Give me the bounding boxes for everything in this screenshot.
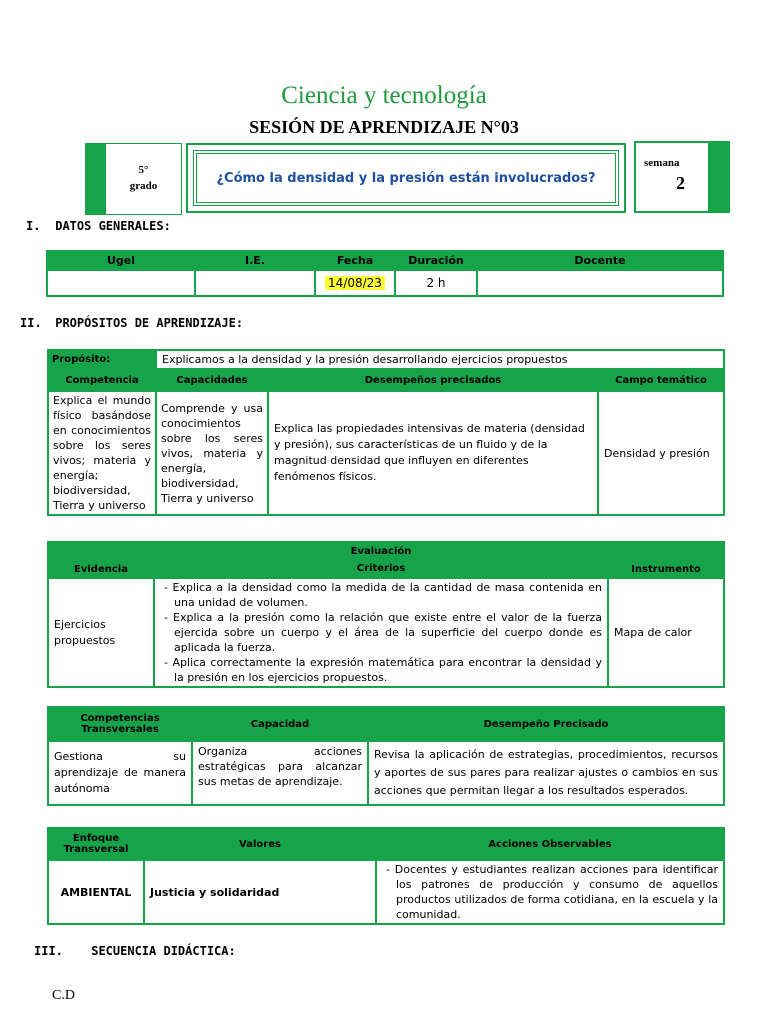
table-row [47,270,723,296]
week-box-right-bar [708,143,730,211]
table-row [48,391,724,515]
table-row [48,860,724,924]
transversales-table [47,706,725,806]
table-header-row [48,828,724,860]
week-number: 2 [676,173,685,193]
campo-value: Densidad y presión [598,391,724,515]
duracion-value: 2 h [395,270,477,296]
section-secuencia [34,944,236,958]
footer-text: C.D [52,988,75,1003]
table-header-row [48,369,724,391]
section-propositos [20,316,243,330]
table-row [48,578,724,687]
ie-value [195,270,315,296]
criterio-text: Aplica correctamente la expresión matemática para encontrar la densidad y la presión en los ejercicios propuestos. [172,656,602,684]
section-title: PROPÓSITOS DE APRENDIZAJE: [55,316,244,330]
enfoque-value: AMBIENTAL [48,860,144,924]
list-item: - Aplica correctamente la expresión matemática para encontrar la densidad y la presión en los ejercicios propuestos. [164,656,602,684]
section-datos-generales [26,219,171,233]
section-number: II. [20,316,42,330]
enfoque-table [47,827,725,925]
instrumento-value: Mapa de calor [608,578,724,687]
table-row [48,741,724,805]
acciones-list [382,862,718,922]
question-inner-border [193,150,619,206]
column-header: Capacidad [192,707,368,741]
column-header: Docente [477,251,723,270]
competencia-transversal-value: Gestiona su aprendizaje de manera autónoma [48,741,192,805]
fecha-cell [315,270,395,296]
week-label: semana [644,157,680,169]
desempenos-value: Explica las propiedades intensivas de materia (densidad y presión), sus características de un fluido y de la magnitud densidad que influyen en diferentes fenómenos físicos. [268,391,598,515]
valores-value: Justicia y solidaridad [144,860,376,924]
propositos-table [47,349,725,516]
grade-box-left-bar [85,143,105,215]
grade-box [105,143,182,215]
table-header-row [48,542,724,578]
criterio-text: Explica a la presión como la relación que existe entre el valor de la fuerza ejercida sobre un cuerpo y el área de la superficie del cuerpo donde es aplicada la fuerza. [173,611,602,654]
capacidades-value: Comprende y usa conocimientos sobre los seres vivos, materia y energía, biodiversidad, Tierra y universo [156,391,268,515]
column-header: Competencia [48,369,156,391]
list-item: - Docentes y estudiantes realizan acciones para identificar los patrones de producción y consumo de aquellos productos utilizados de forma cotidiana, en la escuela y la comunidad. [386,863,718,921]
table-header-row [48,707,724,741]
column-header: Desempeños precisados [268,369,598,391]
table-header-row [47,251,723,270]
column-header: Evidencia [48,542,154,578]
evaluacion-table [47,541,725,688]
criterios-cell [154,578,608,687]
column-header: I.E. [195,251,315,270]
column-header: Fecha [315,251,395,270]
column-header: Valores [144,828,376,860]
criterio-text: Explica a la densidad como la medida de la cantidad de masa contenida en una unidad de volumen. [172,581,602,609]
list-item: - Explica a la densidad como la medida de la cantidad de masa contenida en una unidad de volumen. [164,581,602,609]
column-header: Duración [395,251,477,270]
column-header: Desempeño Precisado [368,707,724,741]
evidencia-value: Ejercicios propuestos [48,578,154,687]
section-title: DATOS GENERALES: [55,219,171,233]
datos-generales-table [46,250,724,297]
section-number: III. [34,944,63,958]
docente-value [477,270,723,296]
acciones-cell [376,860,724,924]
column-header: Competencias Transversales [48,707,192,741]
criterios-list [160,580,602,685]
grade-label: grado [129,180,158,192]
section-number: I. [26,219,41,233]
section-title: SECUENCIA DIDÁCTICA: [91,944,236,958]
question-box [186,143,626,213]
column-header: Enfoque Transversal [48,828,144,860]
capacidad-value: Organiza acciones estratégicas para alcanzar sus metas de aprendizaje. [192,741,368,805]
column-header: Campo temático [598,369,724,391]
proposito-text: Explicamos a la densidad y la presión desarrollando ejercicios propuestos [156,350,724,369]
desempeno-value: Revisa la aplicación de estrategias, procedimientos, recursos y aportes de sus pares para realizar ajustes o cambios en sus acciones que permitan llegar a los resultados esperados. [368,741,724,805]
column-header: Capacidades [156,369,268,391]
evaluacion-title: Evaluación [350,546,412,557]
column-header: Instrumento [608,542,724,578]
week-box [634,141,730,213]
column-header: Acciones Observables [376,828,724,860]
evaluacion-header [154,542,608,578]
session-question: ¿Cómo la densidad y la presión están involucrados? [216,170,596,186]
accion-text: Docentes y estudiantes realizan acciones para identificar los patrones de producción y consumo de aquellos productos utilizados de forma cotidiana, en la escuela y la comunidad. [394,863,718,921]
proposito-label: Propósito: [48,350,156,369]
ugel-value [47,270,195,296]
column-header: Ugel [47,251,195,270]
grade-number: 5° [138,164,149,176]
list-item: - Explica a la presión como la relación que existe entre el valor de la fuerza ejercida sobre un cuerpo y el área de la superficie del cuerpo donde es aplicada la fuerza. [164,611,602,654]
competencia-value: Explica el mundo físico basándose en conocimientos sobre los seres vivos; materia y energía; biodiversidad, Tierra y universo [48,391,156,515]
proposito-row [48,350,724,369]
column-header: Criterios [356,563,406,574]
fecha-value: 14/08/23 [325,276,385,290]
session-title: SESIÓN DE APRENDIZAJE N°03 [249,117,519,137]
document-title: Ciencia y tecnología [281,82,487,109]
